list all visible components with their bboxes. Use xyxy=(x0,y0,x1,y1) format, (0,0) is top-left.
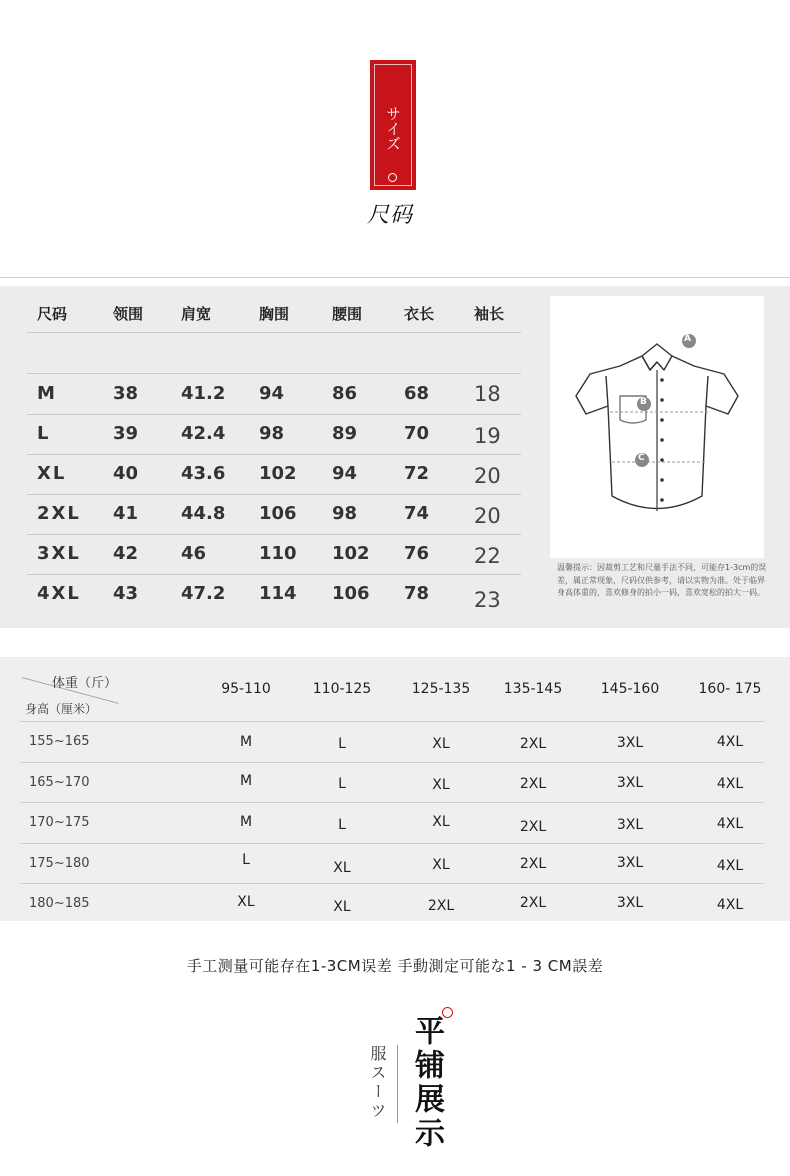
table-cell: 74 xyxy=(404,503,430,524)
size-recommendation: 3XL xyxy=(616,895,644,911)
marker-b-label: B xyxy=(640,397,647,407)
table-cell: 42 xyxy=(113,543,139,564)
table-row xyxy=(27,374,521,415)
column-header: 衣长 xyxy=(404,305,435,323)
table-cell: 86 xyxy=(332,383,358,404)
table-cell: 18 xyxy=(474,382,501,406)
size-recommendation: 3XL xyxy=(616,774,644,791)
weight-axis-label: 体重（斤） xyxy=(52,676,118,691)
height-weight-table xyxy=(0,657,790,921)
table-cell: 70 xyxy=(404,423,430,444)
size-table-header xyxy=(27,286,521,333)
empty-row xyxy=(27,333,521,374)
table-row xyxy=(20,721,764,762)
table-cell: 2XL xyxy=(37,503,81,524)
table-cell: 98 xyxy=(332,503,358,524)
table-row xyxy=(20,843,764,884)
table-cell: 20 xyxy=(474,504,501,528)
height-range: 180~185 xyxy=(29,896,90,911)
marker-a-label: A xyxy=(684,334,691,344)
badge-text: サイズ xyxy=(384,105,402,151)
size-recommendation: M xyxy=(239,772,253,789)
size-recommendation: XL xyxy=(432,736,450,752)
size-recommendation: XL xyxy=(333,899,351,915)
table-cell: 94 xyxy=(259,383,285,404)
weight-range-header: 160- 175 xyxy=(698,681,762,697)
table-cell: 72 xyxy=(404,463,430,484)
flat-lay-title xyxy=(360,1005,480,1175)
size-recommendation: 2XL xyxy=(519,819,547,835)
size-recommendation: XL xyxy=(432,814,450,830)
table-cell: 102 xyxy=(259,463,297,484)
size-recommendation: 2XL xyxy=(519,855,547,872)
table-row xyxy=(27,534,521,575)
table-cell: 41 xyxy=(113,503,139,524)
table-cell: 19 xyxy=(474,424,501,448)
table-row xyxy=(27,494,521,535)
page-title: 尺码 xyxy=(367,203,414,228)
table-cell: 110 xyxy=(259,543,297,564)
weight-range-header: 110-125 xyxy=(312,681,372,697)
table-cell: 4XL xyxy=(37,583,81,604)
size-recommendation: 2XL xyxy=(519,895,547,911)
table-cell: 3XL xyxy=(37,543,81,564)
table-cell: 43 xyxy=(113,583,139,604)
weight-range-header: 135-145 xyxy=(503,681,563,697)
circle-dot-icon xyxy=(388,173,397,182)
table-cell: 106 xyxy=(259,503,297,524)
column-header: 袖长 xyxy=(474,305,505,323)
weight-range-header: 145-160 xyxy=(600,681,660,697)
size-recommendation: L xyxy=(338,775,346,792)
table-cell: 40 xyxy=(113,463,139,484)
size-recommendation: 4XL xyxy=(716,775,744,792)
table-cell: 42.4 xyxy=(181,423,226,444)
table-cell: 94 xyxy=(332,463,358,484)
height-range: 175~180 xyxy=(29,855,90,871)
table-cell: 44.8 xyxy=(181,503,226,524)
size-recommendation: 3XL xyxy=(616,854,644,871)
table-cell: 78 xyxy=(404,583,430,604)
table-row xyxy=(27,574,521,614)
table-cell: 46 xyxy=(181,543,207,564)
size-recommendation: 3XL xyxy=(616,817,644,833)
size-recommendation: 2XL xyxy=(519,736,547,752)
table-cell: 89 xyxy=(332,423,358,444)
flat-lay-heading: 平铺展示 xyxy=(409,1015,444,1151)
height-range: 165~170 xyxy=(29,774,90,790)
column-header: 尺码 xyxy=(37,305,68,323)
height-range: 155~165 xyxy=(29,734,90,749)
divider xyxy=(397,1045,398,1123)
table-cell: 22 xyxy=(474,544,501,568)
size-recommendation: 2XL xyxy=(519,775,547,792)
table-cell: 23 xyxy=(474,588,501,612)
table-row xyxy=(27,414,521,455)
size-recommendation: XL xyxy=(432,776,450,793)
column-header: 胸围 xyxy=(259,305,290,323)
table-row xyxy=(20,802,764,843)
size-recommendation: 4XL xyxy=(716,734,744,750)
shirt-diagram xyxy=(550,296,764,558)
column-header: 肩宽 xyxy=(181,305,212,323)
table-row xyxy=(27,454,521,495)
height-axis-label: 身高（厘米） xyxy=(25,702,98,716)
size-recommendation: M xyxy=(239,734,253,750)
table-cell: 39 xyxy=(113,423,139,444)
table-row xyxy=(20,762,764,803)
shirt-outline-icon xyxy=(550,296,764,558)
table-cell: 20 xyxy=(474,464,501,488)
weight-range-header: 95-110 xyxy=(221,681,271,697)
marker-c-label: C xyxy=(638,453,645,463)
table-cell: 76 xyxy=(404,543,430,564)
table-cell: 98 xyxy=(259,423,285,444)
table-cell: 114 xyxy=(259,583,297,604)
size-recommendation: L xyxy=(242,851,250,868)
size-recommendation: XL xyxy=(237,894,255,910)
measurement-note: 温馨提示：因裁剪工艺和尺量手法不同，可能存1-3cm的误差，属正常现象，尺码仅供参考，请以实物为准。处于临界身高体重的，喜欢修身的拍小一码，喜欢宽松的拍大一码。 xyxy=(557,563,767,597)
height-range: 170~175 xyxy=(29,815,90,830)
weight-range-header: 125-135 xyxy=(411,681,471,697)
column-header: 领围 xyxy=(113,305,144,323)
size-recommendation: 4XL xyxy=(716,816,744,832)
size-recommendation: XL xyxy=(333,859,351,876)
table-cell: 102 xyxy=(332,543,370,564)
size-recommendation: 4XL xyxy=(716,857,744,874)
table-cell: L xyxy=(37,423,51,444)
size-recommendation: L xyxy=(338,817,346,833)
table-cell: XL xyxy=(37,463,67,484)
column-header: 腰围 xyxy=(332,305,363,323)
size-recommendation: 3XL xyxy=(616,735,644,751)
size-recommendation: L xyxy=(338,736,346,752)
size-recommendation: XL xyxy=(432,856,450,873)
table-cell: 41.2 xyxy=(181,383,226,404)
flat-lay-subtitle: 服スーツ xyxy=(368,1045,387,1121)
size-recommendation: 2XL xyxy=(427,898,455,914)
size-recommendation: M xyxy=(239,814,253,830)
size-recommendation: 4XL xyxy=(716,897,744,913)
table-cell: 106 xyxy=(332,583,370,604)
table-cell: 38 xyxy=(113,383,139,404)
table-cell: M xyxy=(37,383,57,404)
red-seal xyxy=(370,60,416,190)
divider xyxy=(0,277,790,278)
table-cell: 47.2 xyxy=(181,583,226,604)
table-row xyxy=(20,883,764,924)
size-badge xyxy=(370,60,418,190)
table-cell: 68 xyxy=(404,383,430,404)
table-cell: 43.6 xyxy=(181,463,226,484)
error-footnote: 手工测量可能存在1-3CM误差 手動測定可能な1 - 3 CM誤差 xyxy=(186,957,604,975)
size-chart-panel xyxy=(0,286,790,628)
